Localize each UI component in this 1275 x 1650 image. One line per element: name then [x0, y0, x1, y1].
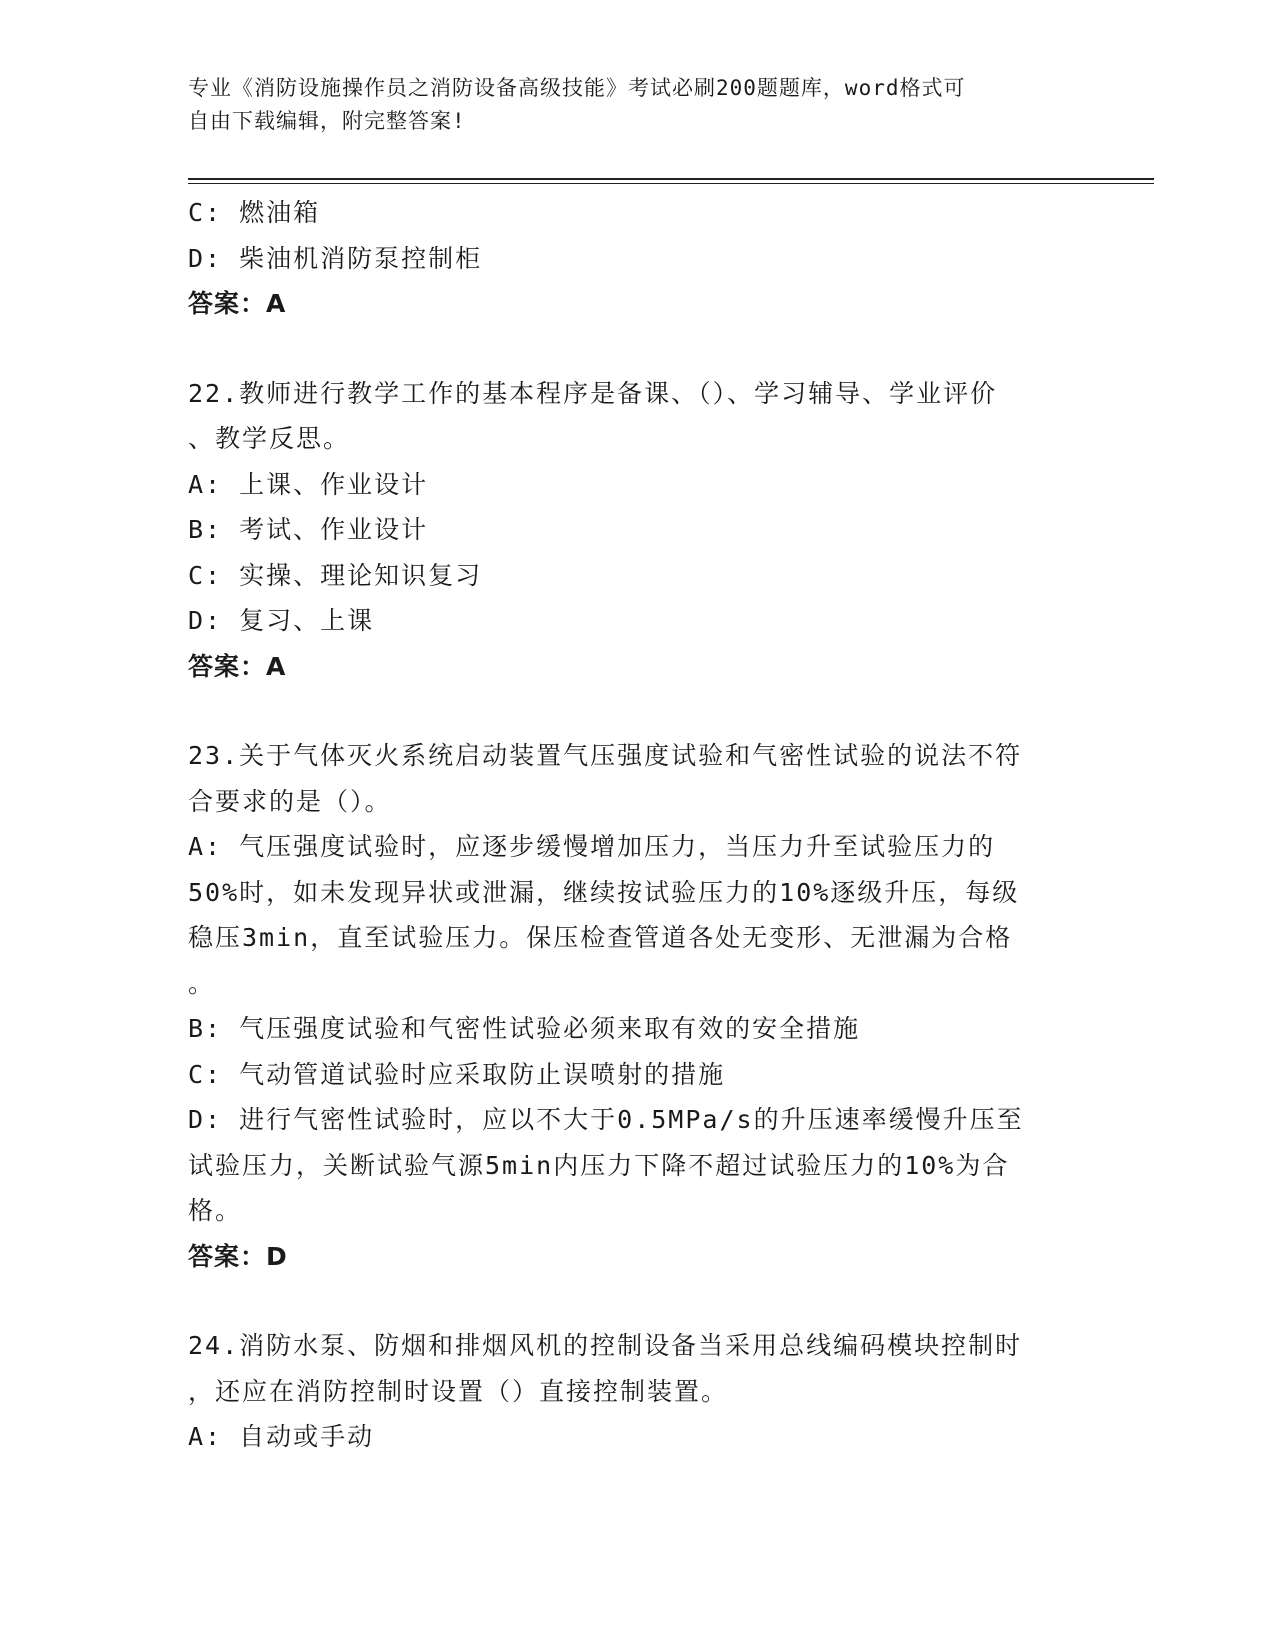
option-d-continued: 格。	[188, 1196, 243, 1225]
option-d: D: 柴油机消防泵控制柜	[188, 243, 483, 273]
answer-label: 答案：A	[188, 651, 287, 681]
question-stem-continued: ，还应在消防控制时设置（）直接控制装置。	[188, 1376, 729, 1406]
header-divider-thick	[188, 178, 1154, 180]
option-b: B: 考试、作业设计	[188, 515, 429, 544]
option-b: B: 气压强度试验和气密性试验必须来取有效的安全措施	[188, 1014, 861, 1043]
option-a-continued: 50%时，如未发现异状或泄漏，继续按试验压力的10%逐级升压，每级	[188, 877, 1020, 907]
question-23	[188, 733, 1088, 1279]
question-spacer	[188, 327, 1088, 371]
option-c: C: 燃油箱	[188, 198, 321, 227]
header-line-2: 自由下载编辑，附完整答案!	[188, 109, 466, 133]
option-d: D: 复习、上课	[188, 606, 375, 635]
question-24	[188, 1323, 1088, 1460]
answer-label: 答案：D	[188, 1241, 288, 1271]
question-stem: 22.教师进行教学工作的基本程序是备课、（）、学习辅导、学业评价	[188, 378, 998, 408]
option-d: D: 进行气密性试验时，应以不大于0.5MPa/s的升压速率缓慢升压至	[188, 1105, 1024, 1134]
option-a-continued: 稳压3min，直至试验压力。保压检查管道各处无变形、无泄漏为合格	[188, 923, 1013, 952]
option-c: C: 实操、理论知识复习	[188, 560, 483, 590]
question-stem: 24.消防水泵、防烟和排烟风机的控制设备当采用总线编码模块控制时	[188, 1331, 1023, 1360]
header-line-1: 专业《消防设施操作员之消防设备高级技能》考试必刷200题题库，word格式可	[188, 76, 966, 100]
question-stem: 23.关于气体灭火系统启动装置气压强度试验和气密性试验的说法不符	[188, 741, 1023, 770]
question-22	[188, 371, 1088, 690]
option-d-continued: 试验压力，关断试验气源5min内压力下降不超过试验压力的10%为合	[188, 1150, 1010, 1180]
option-c: C: 气动管道试验时应采取防止误喷射的措施	[188, 1059, 726, 1089]
option-a: A: 自动或手动	[188, 1422, 375, 1451]
document-header	[188, 72, 1088, 138]
option-a: A: 气压强度试验时，应逐步缓慢增加压力，当压力升至试验压力的	[188, 832, 996, 861]
question-spacer	[188, 689, 1088, 733]
option-a-continued: 。	[188, 968, 216, 998]
option-a: A: 上课、作业设计	[188, 469, 429, 499]
question-stem-continued: 合要求的是（）。	[188, 786, 392, 816]
answer-label: 答案：A	[188, 289, 287, 318]
header-divider-thin	[188, 183, 1154, 184]
question-21	[188, 190, 1088, 327]
question-stem-continued: 、教学反思。	[188, 424, 351, 453]
question-spacer	[188, 1279, 1088, 1323]
question-list	[188, 190, 1088, 1460]
